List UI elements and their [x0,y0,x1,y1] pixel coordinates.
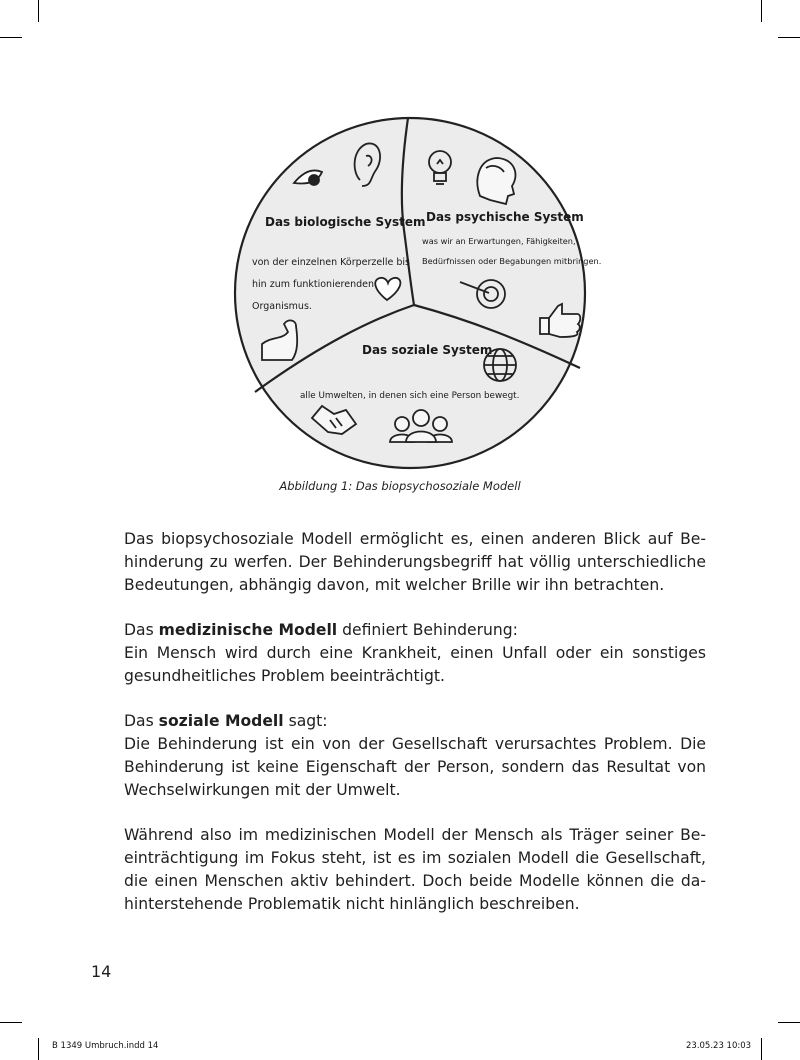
psych-line: was wir an Erwartungen, Fähigkeiten, [422,236,576,246]
page-number: 14 [91,962,112,981]
biopsychosocial-diagram [0,0,800,480]
crop-mark [778,1022,800,1023]
paragraph-conclusion [124,824,706,916]
heading-prefix: Das [124,712,159,730]
bio-line: hin zum funktionierenden [252,279,375,290]
body-text [124,528,706,916]
text-line: Während also im medizinischen Modell der Mensch als Träger seiner Be- [124,826,706,844]
social-title: Das soziale System [362,343,493,357]
crop-mark [761,1038,762,1060]
text-line: Behinderung ist keine Eigenschaft der Person, sondern das Resultat von [124,758,706,776]
bio-line: von der einzelnen Körperzelle bis [252,257,411,268]
text-line: Wechselwirkungen mit der Umwelt. [124,781,401,799]
crop-mark [0,1022,22,1023]
bio-title: Das biologische System [265,215,426,229]
paragraph-medical-model [124,619,706,688]
text-line: die einen Menschen aktiv behindert. Doch beide Modelle können die da- [124,872,706,890]
psych-line: Bedürfnissen oder Begabungen mitbringen. [422,256,602,266]
text-line: gesundheitliches Problem beeinträchtigt. [124,667,445,685]
medical-model-heading [124,619,706,642]
print-slug-right: 23.05.23 10:03 [686,1041,752,1051]
social-model-term: soziale Modell [158,712,284,730]
text-line: hinterstehende Problematik nicht hinlänglich beschreiben. [124,895,580,913]
text-line: einträchtigung im Fokus steht, ist es im sozialen Modell die Gesellschaft, [124,849,706,867]
psych-title: Das psychische System [426,210,584,224]
diagram-circle [235,118,585,468]
bio-line: Organismus. [252,301,312,312]
text-line: hinderung zu werfen. Der Behinderungsbegriff hat völlig unterschiedliche [124,553,706,571]
heading-suffix: definiert Behinderung: [337,621,518,639]
text-line: Ein Mensch wird durch eine Krankheit, einen Unfall oder ein sonstiges [124,644,706,662]
text-line: Die Behinderung ist ein von der Gesellschaft verursachtes Problem. Die [124,735,706,753]
social-model-heading [124,710,706,733]
paragraph-intro [124,528,706,597]
figure-caption: Abbildung 1: Das biopsychosoziale Modell [279,479,521,493]
social-line: alle Umwelten, in denen sich eine Person bewegt. [300,391,520,401]
text-line: Das biopsychosoziale Modell ermöglicht es, einen anderen Blick auf Be- [124,530,706,548]
print-slug-left: B 1349 Umbruch.indd 14 [52,1041,159,1051]
heading-suffix: sagt: [283,712,328,730]
crop-mark [38,1038,39,1060]
paragraph-social-model [124,710,706,802]
text-line: Bedeutungen, abhängig davon, mit welcher Brille wir ihn betrachten. [124,576,665,594]
heading-prefix: Das [124,621,159,639]
medical-model-term: medizinische Modell [158,621,338,639]
